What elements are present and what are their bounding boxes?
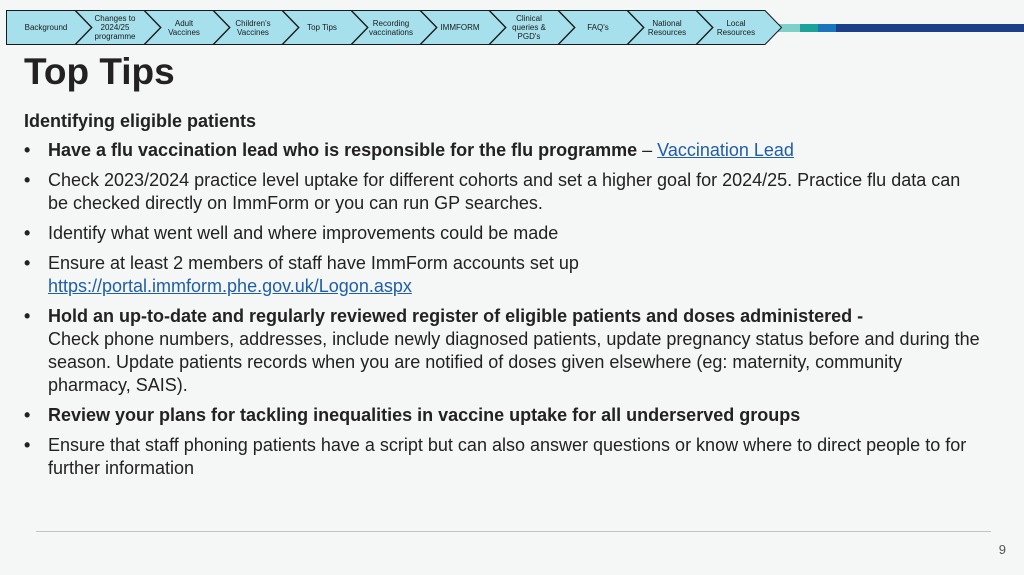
slide-content [24,110,984,487]
footer-divider [36,531,991,532]
page-number: 9 [998,542,1006,557]
tip-text: Identify what went well and where improvements could be made [48,223,559,243]
nav-tab-label: Adult Vaccines [168,18,200,37]
nav-tab-label: FAQ's [587,23,609,32]
header-stripe-segment [800,24,818,32]
list-item [24,404,984,427]
nav-tab-label: Local Resources [716,18,756,37]
nav-tab-label: Recording vaccinations [368,18,414,37]
list-item [24,139,984,162]
tips-list [24,139,984,480]
tip-text: Ensure at least 2 members of staff have ImmForm accounts set up [48,253,579,273]
tip-text: Check 2023/2024 practice level uptake for different cohorts and set a higher goal for 2024/25. Practice flu data can be checked directly on ImmForm or you can run GP searches. [48,170,961,213]
tip-bold-text: Have a flu vaccination lead who is responsible for the flu programme [48,140,638,160]
list-item [24,434,984,480]
tip-separator: – [637,140,658,160]
list-item [24,222,984,245]
nav-tab-label: National Resources [647,18,687,37]
tip-bold-text: Hold an up-to-date and regularly reviewed register of eligible patients and doses administered - [48,306,864,326]
list-item [24,169,984,215]
nav-tab-label: Children's Vaccines [235,18,271,37]
immform-logon-link[interactable]: https://portal.immform.phe.gov.uk/Logon.aspx [48,276,412,296]
tip-bold-text: Review your plans for tackling inequalities in vaccine uptake for all underserved groups [48,405,801,425]
header-stripe-segment [818,24,836,32]
nav-tab-background[interactable] [6,10,92,45]
bullet-icon: • [24,435,31,455]
bullet-icon: • [24,306,31,326]
header-stripe-segment [836,24,1024,32]
bullet-icon: • [24,253,31,273]
bullet-icon: • [24,140,31,160]
list-item [24,252,984,298]
tip-text: Ensure that staff phoning patients have a script but can also answer questions or know where to direct people to for further information [48,435,967,478]
section-subheading: Identifying eligible patients [24,111,257,131]
page-title: Top Tips [24,51,175,92]
bullet-icon: • [24,170,31,190]
vaccination-lead-link[interactable]: Vaccination Lead [657,140,794,160]
nav-tab-label: Changes to 2024/25 programme [94,14,136,41]
nav-tab-label: Background [24,23,68,32]
bullet-icon: • [24,223,31,243]
nav-tab-label: Top Tips [307,23,337,32]
tip-text: Check phone numbers, addresses, include newly diagnosed patients, update pregnancy status before and during the season. Update patients records when you are notified of doses given elsewhere (eg: maternity, community pharmacy, SAIS). [48,329,980,395]
nav-tab-label: Clinical queries & PGD's [512,14,546,41]
nav-tab-label: IMMFORM [440,23,480,32]
bullet-icon: • [24,405,31,425]
list-item [24,305,984,397]
section-navigation [6,10,786,45]
